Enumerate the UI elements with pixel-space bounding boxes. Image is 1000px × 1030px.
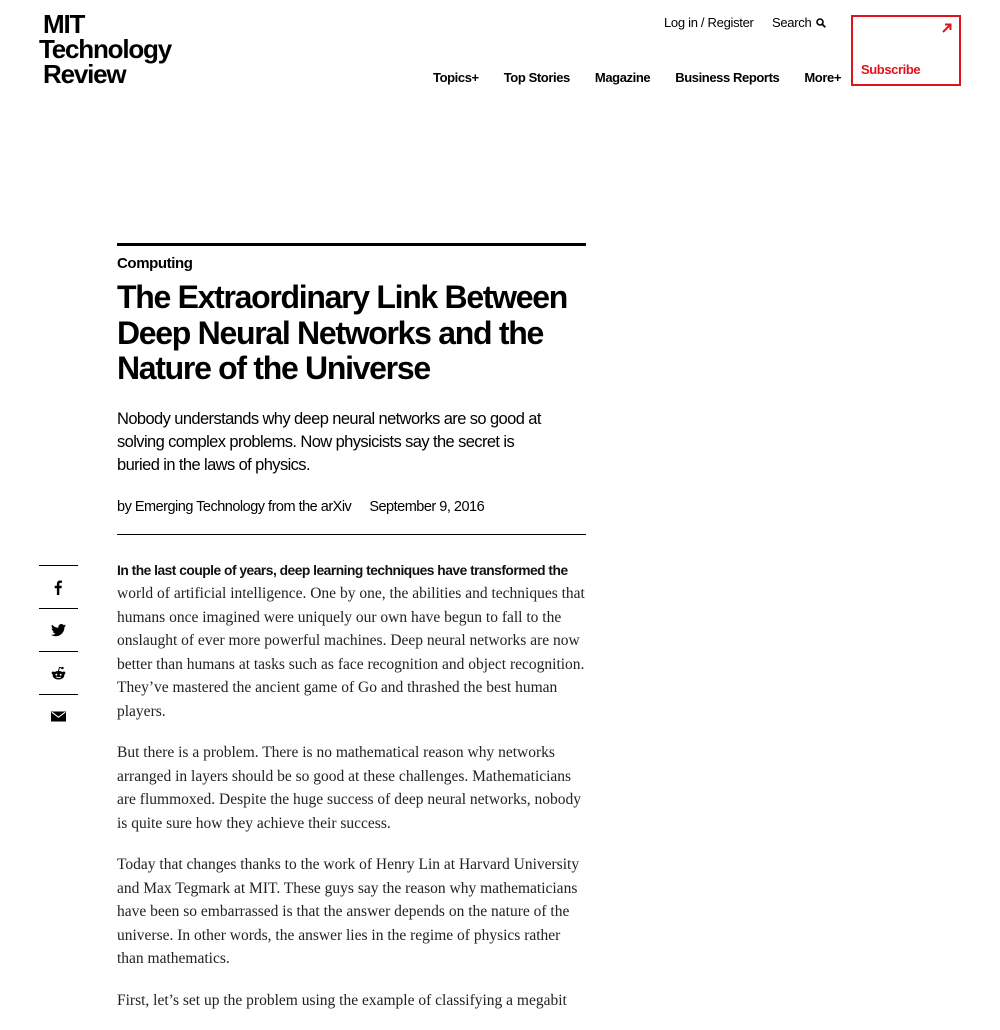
article-date: September 9, 2016 [369, 498, 485, 515]
share-twitter-button[interactable] [39, 608, 78, 651]
article-byline [117, 499, 586, 515]
subscribe-label: Subscribe [861, 62, 921, 77]
reddit-icon [51, 666, 66, 681]
article-top-rule [117, 243, 586, 246]
subscribe-button[interactable] [851, 15, 961, 86]
share-rail [39, 565, 78, 737]
article-headline: The Extraordinary Link Between Deep Neural Networks and the Nature of the Universe [117, 279, 568, 386]
logo-line-2: Technology [39, 34, 171, 64]
facebook-icon [51, 580, 66, 595]
email-icon [51, 709, 66, 724]
nav-top-stories[interactable]: Top Stories [503, 70, 570, 85]
article-author[interactable]: by Emerging Technology from the arXiv [117, 498, 352, 515]
login-register-link[interactable]: Log in / Register [664, 15, 754, 30]
search-button[interactable] [772, 15, 826, 30]
search-label: Search [772, 15, 812, 30]
logo-line-1: MIT [43, 9, 85, 39]
nav-topics[interactable]: Topics+ [433, 70, 479, 85]
article-body [117, 559, 586, 1013]
article-category[interactable]: Computing [117, 255, 193, 272]
article-dek: Nobody understands why deep neural networks are so good at solving complex problems. Now physicists say the secret is buried in the laws of physics. [117, 409, 541, 474]
article-lead-in: In the last couple of years, deep learning techniques have transformed the [117, 562, 568, 578]
arrow-up-right-icon [941, 22, 953, 34]
article-paragraph: But there is a problem. There is no mathematical reason why networks arranged in layers should be so good at these challenges. Mathematicians are flummoxed. Despite the huge success of deep neural networks, nobody is quite sure how they achieve their success. [117, 744, 582, 832]
share-facebook-button[interactable] [39, 565, 78, 608]
article [117, 243, 586, 1030]
logo-line-3: Review [43, 59, 126, 89]
share-email-button[interactable] [39, 694, 78, 737]
article-paragraph-text: world of artificial intelligence. One by one, the abilities and techniques that humans once imagined were uniquely our own have begun to fall to the onslaught of ever more powerful machines. Deep neural networks are now better than humans at tasks such as face recognition and object recognition. They’ve mastered the ancient game of Go and thrashed the best human players. [117, 585, 585, 720]
article-paragraph: First, let’s set up the problem using the example of classifying a megabit [117, 991, 567, 1009]
byline-divider [117, 534, 586, 535]
search-icon [816, 18, 826, 28]
article-paragraph [117, 559, 586, 724]
twitter-icon [51, 623, 66, 638]
nav-more[interactable]: More+ [804, 70, 842, 85]
nav-business-reports[interactable]: Business Reports [675, 70, 780, 85]
nav-magazine[interactable]: Magazine [594, 70, 651, 85]
article-paragraph: Today that changes thanks to the work of Henry Lin at Harvard University and Max Tegmark at MIT. These guys say the reason why mathematicians have been so embarrassed is that the answer depends on the nature of the universe. In other words, the answer lies in the regime of physics rather than mathematics. [117, 856, 580, 967]
main-nav [433, 70, 841, 85]
share-reddit-button[interactable] [39, 651, 78, 694]
site-logo[interactable] [39, 9, 171, 89]
